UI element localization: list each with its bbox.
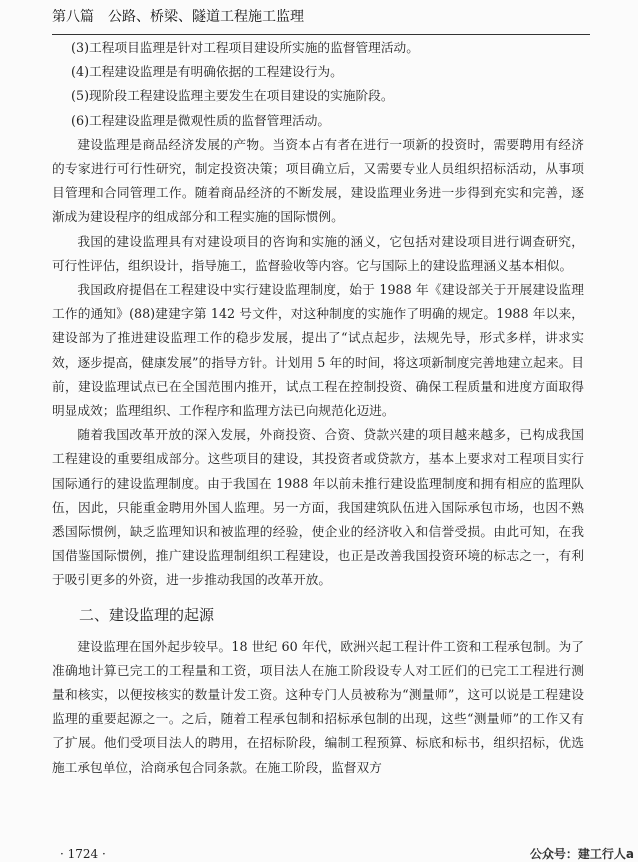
list-item: (3)工程项目监理是针对工程项目建设所实施的监督管理活动。 — [71, 40, 419, 55]
header-title: 第八篇 公路、桥梁、隧道工程施工监理 — [52, 9, 304, 25]
body-paragraph: 随着我国改革开放的深入发展，外商投资、合资、贷款兴建的项目越来越多，已构成我国工程建设的重要组成部分。这些项目的建设，其投资者或贷款方，基本上要求对工程项目实行国际通行的建设监理制度。由于我国在 1988 年以前未推行建设监理制度和拥有相应的监理队伍，因此，只能重金聘用外国人监理。另一方面，我国建筑队伍进入国际承包市场，也因不熟悉国际惯例，缺乏监理知识和被监理的经验，使企业的经济收入和信誉受损。由此可知，在我国借鉴国际惯例，推广建设监理制组织工程建设，也正是改善我国投资环境的标志之一，有利于吸引更多的外资，进一步推动我国的改革开放。 — [52, 427, 584, 588]
body-paragraph: 我国的建设监理具有对建设项目的咨询和实施的涵义，它包括对建设项目进行调查研究，可行性评估，组织设计，指导施工，监督验收等内容。它与国际上的建设监理涵义基本相似。 — [52, 233, 584, 273]
page-number: · 1724 · — [60, 847, 106, 861]
watermark: 公众号：建工行人a — [529, 847, 634, 861]
body-paragraph: 建设监理在国外起步较早。18 世纪 60 年代，欧洲兴起工程计件工资和工程承包制。为了准确地计算已完工的工程量和工资，项目法人在施工阶段设专人对工匠们的已完工工程进行测量和核实，以便按核实的数量计发工资。这种专门人员被称为“测量师”，这可以说是工程建设监理的重要起源之一。之后，随着工程承包制和招标承包制的出现，这些“测量师”的工作又有了扩展。他们受项目法人的聘用，在招标阶段，编制工程预算、标底和标书，组织招标，优选施工承包单位，洽商承包合同条款。在施工阶段，监督双方 — [52, 638, 584, 775]
list-item: (5)现阶段工程建设监理主要发生在项目建设的实施阶段。 — [71, 88, 394, 104]
section-heading: 二、建设监理的起源 — [79, 605, 215, 624]
body-paragraph: 建设监理是商品经济发展的产物。当资本占有者在进行一项新的投资时，需要聘用有经济的专家进行可行性研究，制定投资决策；项目确立后，又需要专业人员组织招标活动，从事项目管理和合同管理工作。随着商品经济的不断发展，建设监理业务进一步得到充实和完善，逐渐成为建设程序的组成部分和工程实施的国际惯例。 — [52, 136, 584, 225]
page-header — [52, 4, 590, 35]
list-item: (4)工程建设监理是有明确依据的工程建设行为。 — [71, 64, 343, 80]
list-item: (6)工程建设监理是微观性质的监督管理活动。 — [71, 112, 331, 128]
body-paragraph: 我国政府提倡在工程建设中实行建设监理制度，始于 1988 年《建设部关于开展建设监理工作的通知》(88)建建字第 142 号文件，对这种制度的实施作了明确的规定。1988 年以来，建设部为了推进建设监理工作的稳步发展，提出了“试点起步，法规先导，形式多样，讲求实效，逐步提高，健康发展”的指导方针。计划用 5 年的时间，将这项新制度完善地建立起来。目前，建设监理试点已在全国范围内推开，试点工程在控制投资、确保工程质量和进度方面取得明显成效；监理组织、工作程序和监理方法已向规范化迈进。 — [52, 282, 584, 419]
page-body — [52, 36, 584, 780]
